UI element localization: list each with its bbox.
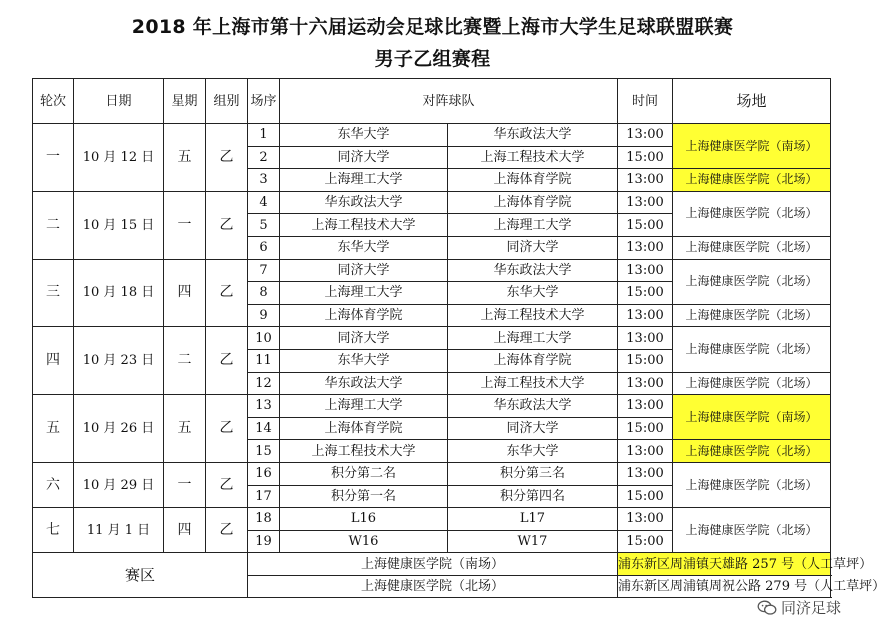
round-date: 10 月 15 日: [74, 191, 164, 259]
away-team: 华东政法大学: [448, 395, 618, 418]
round-round: 七: [33, 508, 74, 553]
match-time: 13:00: [618, 259, 673, 282]
away-team: 上海体育学院: [448, 169, 618, 192]
match-time: 13:00: [618, 191, 673, 214]
area-label: 赛区: [33, 553, 248, 598]
round-weekday: 四: [164, 508, 206, 553]
match-time: 15:00: [618, 417, 673, 440]
home-team: 同济大学: [280, 327, 448, 350]
home-team: 同济大学: [280, 259, 448, 282]
header-time: 时间: [618, 79, 673, 124]
match-no: 17: [248, 485, 280, 508]
venue-cell: 上海健康医学院（北场）: [673, 462, 831, 507]
match-time: 15:00: [618, 485, 673, 508]
match-time: 15:00: [618, 214, 673, 237]
match-no: 2: [248, 146, 280, 169]
away-team: 积分第四名: [448, 485, 618, 508]
round-date: 10 月 29 日: [74, 462, 164, 507]
schedule-subtitle: 男子乙组赛程: [374, 48, 491, 70]
match-time: 13:00: [618, 304, 673, 327]
round-weekday: 二: [164, 327, 206, 395]
round-date: 10 月 26 日: [74, 395, 164, 463]
home-team: L16: [280, 508, 448, 531]
home-team: 东华大学: [280, 124, 448, 147]
header-venue: 场地: [673, 79, 831, 124]
match-no: 19: [248, 530, 280, 553]
area-venue: 上海健康医学院（南场）: [248, 553, 618, 576]
match-no: 15: [248, 440, 280, 463]
match-time: 13:00: [618, 462, 673, 485]
away-team: L17: [448, 508, 618, 531]
area-address: 浦东新区周浦镇天雄路 257 号（人工草坪）: [618, 553, 831, 576]
match-no: 5: [248, 214, 280, 237]
round-group: 乙: [206, 259, 248, 327]
match-time: 13:00: [618, 169, 673, 192]
round-group: 乙: [206, 508, 248, 553]
home-team: 华东政法大学: [280, 372, 448, 395]
home-team: 上海理工大学: [280, 282, 448, 305]
match-no: 12: [248, 372, 280, 395]
round-weekday: 五: [164, 395, 206, 463]
away-team: 上海工程技术大学: [448, 304, 618, 327]
home-team: 上海理工大学: [280, 395, 448, 418]
round-group: 乙: [206, 124, 248, 192]
match-no: 10: [248, 327, 280, 350]
away-team: 上海理工大学: [448, 327, 618, 350]
home-team: 同济大学: [280, 146, 448, 169]
away-team: 上海体育学院: [448, 191, 618, 214]
round-date: 10 月 23 日: [74, 327, 164, 395]
round-round: 六: [33, 462, 74, 507]
match-time: 13:00: [618, 508, 673, 531]
wechat-icon: [757, 600, 777, 616]
home-team: 东华大学: [280, 236, 448, 259]
header-date: 日期: [74, 79, 164, 124]
round-weekday: 一: [164, 462, 206, 507]
away-team: 上海理工大学: [448, 214, 618, 237]
header-round: 轮次: [33, 79, 74, 124]
venue-cell: 上海健康医学院（北场）: [673, 304, 831, 327]
area-venue: 上海健康医学院（北场）: [248, 575, 618, 598]
away-team: 东华大学: [448, 440, 618, 463]
venue-cell: 上海健康医学院（南场）: [673, 395, 831, 440]
match-no: 1: [248, 124, 280, 147]
match-no: 14: [248, 417, 280, 440]
header-row: [33, 79, 831, 124]
watermark: [757, 597, 841, 618]
round-round: 二: [33, 191, 74, 259]
match-time: 15:00: [618, 349, 673, 372]
venue-cell: 上海健康医学院（北场）: [673, 372, 831, 395]
match-no: 18: [248, 508, 280, 531]
match-time: 15:00: [618, 282, 673, 305]
table-row: [33, 462, 831, 485]
header-teams: 对阵球队: [280, 79, 618, 124]
schedule-table: [32, 78, 885, 598]
round-round: 一: [33, 124, 74, 192]
venue-cell: 上海健康医学院（北场）: [673, 259, 831, 304]
round-date: 11 月 1 日: [74, 508, 164, 553]
venue-cell: 上海健康医学院（北场）: [673, 236, 831, 259]
match-time: 15:00: [618, 530, 673, 553]
round-round: 三: [33, 259, 74, 327]
match-no: 4: [248, 191, 280, 214]
match-no: 6: [248, 236, 280, 259]
away-team: 上海工程技术大学: [448, 372, 618, 395]
home-team: 华东政法大学: [280, 191, 448, 214]
away-team: W17: [448, 530, 618, 553]
venue-cell: 上海健康医学院（北场）: [673, 508, 831, 553]
match-no: 7: [248, 259, 280, 282]
home-team: W16: [280, 530, 448, 553]
home-team: 积分第一名: [280, 485, 448, 508]
home-team: 上海体育学院: [280, 417, 448, 440]
table-row: [33, 124, 831, 147]
round-group: 乙: [206, 191, 248, 259]
match-no: 16: [248, 462, 280, 485]
home-team: 上海工程技术大学: [280, 214, 448, 237]
round-group: 乙: [206, 395, 248, 463]
table-row: [33, 327, 831, 350]
header-weekday: 星期: [164, 79, 206, 124]
round-group: 乙: [206, 462, 248, 507]
table-row: [33, 191, 831, 214]
away-team: 东华大学: [448, 282, 618, 305]
venue-cell: 上海健康医学院（北场）: [673, 327, 831, 372]
match-time: 13:00: [618, 395, 673, 418]
home-team: 上海体育学院: [280, 304, 448, 327]
away-team: 同济大学: [448, 236, 618, 259]
round-weekday: 四: [164, 259, 206, 327]
match-no: 11: [248, 349, 280, 372]
round-round: 四: [33, 327, 74, 395]
away-team: 华东政法大学: [448, 259, 618, 282]
home-team: 东华大学: [280, 349, 448, 372]
table-row: [33, 259, 831, 282]
home-team: 上海工程技术大学: [280, 440, 448, 463]
table-row: [33, 395, 831, 418]
schedule-title: 2018 年上海市第十六届运动会足球比赛暨上海市大学生足球联盟联赛: [131, 16, 734, 38]
header-group: 组别: [206, 79, 248, 124]
round-date: 10 月 12 日: [74, 124, 164, 192]
venue-cell: 上海健康医学院（北场）: [673, 440, 831, 463]
match-time: 13:00: [618, 372, 673, 395]
home-team: 积分第二名: [280, 462, 448, 485]
round-date: 10 月 18 日: [74, 259, 164, 327]
match-no: 8: [248, 282, 280, 305]
round-weekday: 一: [164, 191, 206, 259]
area-row: [33, 553, 831, 576]
away-team: 华东政法大学: [448, 124, 618, 147]
watermark-text: 同济足球: [780, 599, 841, 617]
match-time: 13:00: [618, 124, 673, 147]
away-team: 积分第三名: [448, 462, 618, 485]
away-team: 上海体育学院: [448, 349, 618, 372]
venue-cell: 上海健康医学院（北场）: [673, 169, 831, 192]
match-time: 13:00: [618, 236, 673, 259]
match-time: 15:00: [618, 146, 673, 169]
match-time: 13:00: [618, 440, 673, 463]
table-row: [33, 508, 831, 531]
away-team: 上海工程技术大学: [448, 146, 618, 169]
round-round: 五: [33, 395, 74, 463]
venue-cell: 上海健康医学院（北场）: [673, 191, 831, 236]
match-time: 13:00: [618, 327, 673, 350]
header-match-no: 场序: [248, 79, 280, 124]
area-address: 浦东新区周浦镇周祝公路 279 号（人工草坪）: [618, 575, 831, 598]
match-no: 3: [248, 169, 280, 192]
match-no: 9: [248, 304, 280, 327]
home-team: 上海理工大学: [280, 169, 448, 192]
venue-cell: 上海健康医学院（南场）: [673, 124, 831, 169]
away-team: 同济大学: [448, 417, 618, 440]
round-weekday: 五: [164, 124, 206, 192]
round-group: 乙: [206, 327, 248, 395]
match-no: 13: [248, 395, 280, 418]
